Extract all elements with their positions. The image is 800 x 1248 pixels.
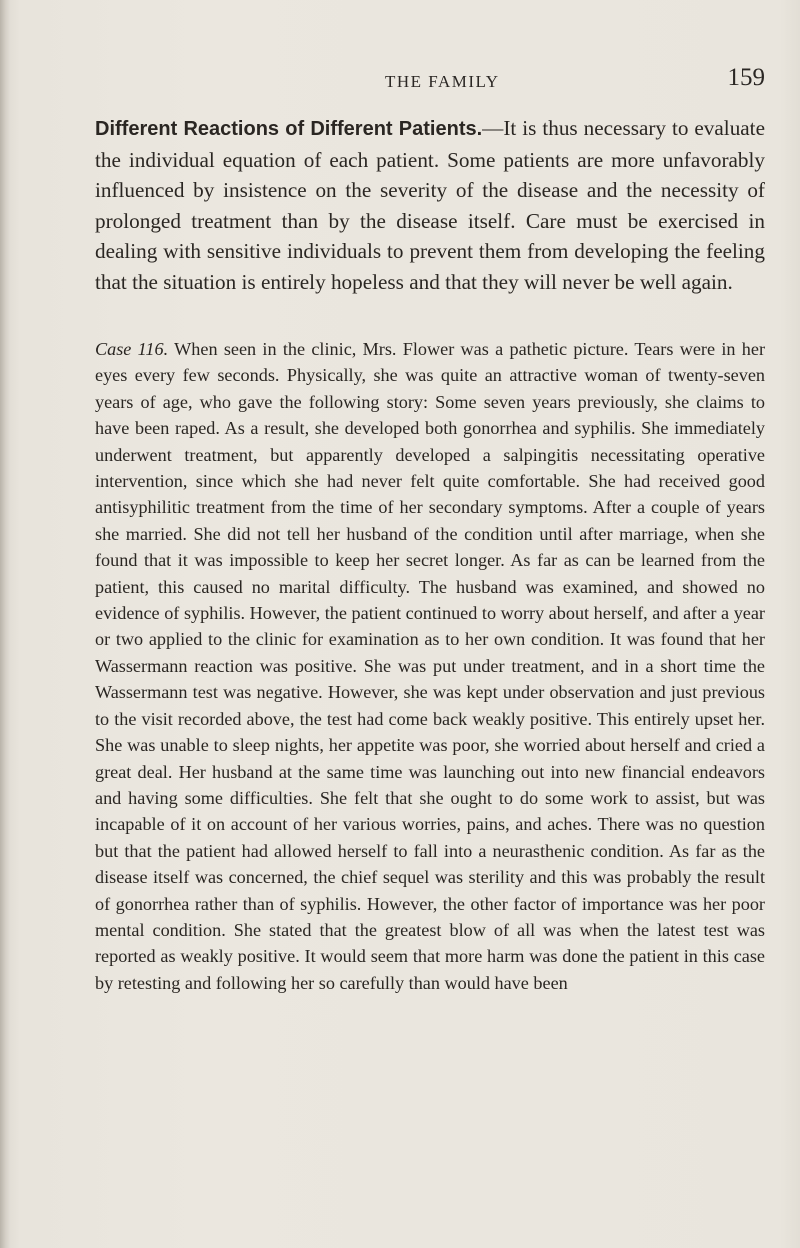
case-body: When seen in the clinic, Mrs. Flower was a pathetic picture. Tears were in her eyes every few seconds. Physically, she was quite an attractive woman of twenty-seven years of age, who gave the following story: Some seven years previously, she claims to have been raped. As a result, she developed both gonorrhea and syphilis. She immediately underwent treatment, but apparently developed a salpingitis necessitating operative intervention, since which she had never felt quite comfortable. She had received good antisyphilitic treatment from the time of her secondary symptoms. After a couple of years she married. She did not tell her husband of the condition until after marriage, when she found that it was impossible to keep her secret longer. As far as can be learned from the patient, this caused no marital difficulty. The husband was examined, and showed no evidence of syphilis. However, the patient continued to worry about herself, and after a year or two applied to the clinic for examination as to her own condition. It was found that her Wassermann reaction was positive. She was put under treatment, and in a short time the Wassermann test was negative. However, she was kept under observation and just previous to the visit recorded above, the test had come back weakly positive. This entirely upset her. She was unable to sleep nights, her appetite was poor, she worried about herself and cried a great deal. Her husband at the same time was launching out into new financial endeavors and having some difficulties. She felt that she ought to do some work to assist, but was incapable of it on account of her various worries, pains, and aches. There was no question but that the patient had allowed herself to fall into a neurasthenic condition. As far as the disease itself was concerned, the chief sequel was sterility and this was probably the result of gonorrhea rather than of syphilis. However, the other factor of importance was her poor mental condition. She stated that the greatest blow of all was when the latest test was reported as weakly positive. It would seem that more harm was done the patient in this case by retesting and following her so carefully than would have been (95, 339, 766, 993)
case-paragraph (95, 336, 765, 996)
running-head: THE FAMILY (385, 72, 500, 91)
section-title: Different Reactions of Different Patients. (95, 118, 483, 140)
page-header (95, 64, 765, 98)
section-body: —It is thus necessary to evaluate the individual equation of each patient. Some patients are more unfavorably influenced by insistence on the severity of the disease and the necessity of prolonged treatment than by the disease itself. Care must be exercised in dealing with sensitive individuals to prevent them from developing the feeling that the situation is entirely hopeless and that they will never be well again. (95, 116, 765, 294)
page-number: 159 (727, 64, 765, 91)
case-label: Case 116. (95, 339, 169, 359)
binding-edge (0, 0, 10, 1248)
section-paragraph (95, 113, 765, 298)
